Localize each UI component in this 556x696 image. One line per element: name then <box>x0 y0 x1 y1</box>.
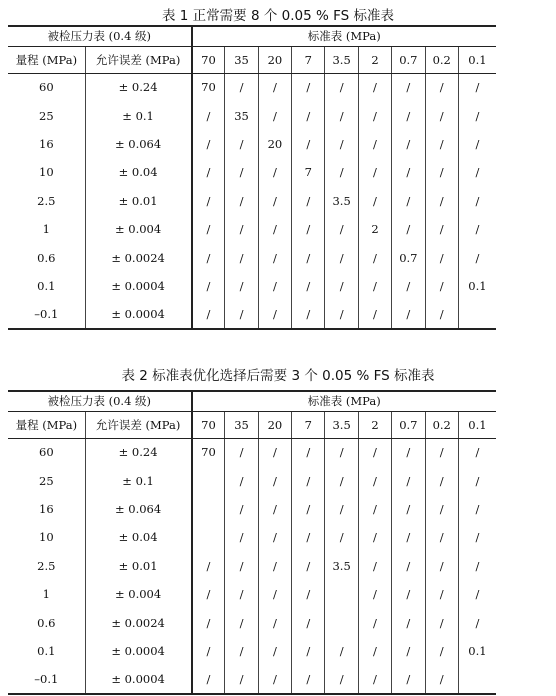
error-cell: ± 0.24 <box>85 438 191 466</box>
standard-cell: / <box>192 300 225 328</box>
standard-cell: / <box>225 130 258 158</box>
standard-cell: / <box>425 300 458 328</box>
standard-cell: / <box>292 300 325 328</box>
error-cell: ± 0.01 <box>85 187 191 215</box>
column-header-standard: 7 <box>292 46 325 73</box>
standard-cell: / <box>192 272 225 300</box>
standard-cell: / <box>425 637 458 665</box>
standard-cell: / <box>358 187 391 215</box>
group-header-gauge: 被检压力表 (0.4 级) <box>8 391 192 411</box>
range-cell: 0.1 <box>8 637 85 665</box>
error-cell: ± 0.1 <box>85 466 191 494</box>
error-cell: ± 0.0004 <box>85 272 191 300</box>
standard-cell <box>192 466 225 494</box>
standard-cell: / <box>425 73 458 101</box>
standard-cell: / <box>358 552 391 580</box>
table-row <box>8 187 496 215</box>
standard-cell: / <box>425 466 458 494</box>
range-cell: 1 <box>8 580 85 608</box>
standard-cell <box>458 665 496 693</box>
standard-cell: / <box>258 158 291 186</box>
standard-cell: / <box>392 523 425 551</box>
column-header-standard: 7 <box>292 411 325 438</box>
standard-cell: / <box>225 637 258 665</box>
error-cell: ± 0.24 <box>85 73 191 101</box>
standard-cell: / <box>292 272 325 300</box>
standard-cell: / <box>475 222 480 237</box>
standard-cell: / <box>325 300 358 328</box>
table1-title: 表 1 正常需要 8 个 0.05 % FS 标准表 <box>162 8 394 24</box>
column-header-standard: 35 <box>225 411 258 438</box>
standard-cell: / <box>358 158 391 186</box>
standard-cell: / <box>292 552 325 580</box>
standard-cell: 70 <box>192 438 225 466</box>
column-header-standard: 20 <box>258 411 291 438</box>
standard-cell: / <box>425 495 458 523</box>
table-row <box>8 215 496 243</box>
standard-cell: / <box>192 580 225 608</box>
range-cell: 25 <box>8 466 85 494</box>
range-cell: 2.5 <box>8 187 85 215</box>
standard-cell: / <box>292 215 325 243</box>
standard-cell: / <box>258 215 291 243</box>
group-header-standard: 标准表 (MPa) <box>192 391 496 411</box>
standard-cell: / <box>425 158 458 186</box>
standard-cell: / <box>475 250 480 265</box>
standard-cell: / <box>225 300 258 328</box>
standard-cell: / <box>292 665 325 693</box>
standard-cell: / <box>258 580 291 608</box>
standard-cell: / <box>392 580 425 608</box>
table2-title: 表 2 标准表优化选择后需要 3 个 0.05 % FS 标准表 <box>121 368 435 384</box>
standard-cell: / <box>392 73 425 101</box>
standard-cell: / <box>258 466 291 494</box>
standard-cell: / <box>475 108 480 123</box>
table-row <box>8 130 496 158</box>
error-cell: ± 0.04 <box>85 158 191 186</box>
standard-cell: / <box>425 552 458 580</box>
standard-cell: / <box>258 101 291 129</box>
standard-cell: 20 <box>258 130 291 158</box>
column-header-standard: 70 <box>192 411 225 438</box>
column-header-standard: 20 <box>258 46 291 73</box>
standard-cell: / <box>475 80 480 95</box>
standard-cell: / <box>225 187 258 215</box>
standard-cell: / <box>325 243 358 271</box>
standard-cell: / <box>425 608 458 636</box>
standard-cell: / <box>192 243 225 271</box>
standard-cell: / <box>358 243 391 271</box>
standard-cell: / <box>358 580 391 608</box>
standard-cell: / <box>425 665 458 693</box>
group-header-gauge: 被检压力表 (0.4 级) <box>8 26 192 46</box>
standard-cell: / <box>425 272 458 300</box>
standard-cell: / <box>358 300 391 328</box>
standard-cell: / <box>258 243 291 271</box>
table2 <box>8 390 496 695</box>
column-header-row <box>8 411 496 438</box>
standard-cell: 70 <box>192 73 225 101</box>
table-row <box>8 523 496 551</box>
standard-cell: / <box>425 523 458 551</box>
standard-cell: / <box>292 101 325 129</box>
range-cell: 10 <box>8 158 85 186</box>
standard-cell: / <box>425 580 458 608</box>
standard-cell: / <box>358 101 391 129</box>
standard-cell: / <box>358 495 391 523</box>
standard-cell: / <box>325 637 358 665</box>
table-row <box>8 608 496 636</box>
standard-cell: / <box>192 130 225 158</box>
standard-cell: / <box>292 466 325 494</box>
column-header-standard: 0.1 <box>458 46 496 73</box>
standard-cell: / <box>392 608 425 636</box>
standard-cell: / <box>475 136 480 151</box>
standard-cell: / <box>292 608 325 636</box>
standard-cell: / <box>192 608 225 636</box>
standard-cell: / <box>325 665 358 693</box>
table1 <box>8 25 496 330</box>
standard-cell: 0.1 <box>468 643 487 658</box>
error-cell: ± 0.01 <box>85 552 191 580</box>
standard-cell: / <box>475 558 480 573</box>
standard-cell: / <box>325 101 358 129</box>
range-cell: 16 <box>8 130 85 158</box>
standard-cell: / <box>292 243 325 271</box>
standard-cell: / <box>358 665 391 693</box>
range-cell: –0.1 <box>8 665 85 693</box>
table-row <box>8 158 496 186</box>
column-header-standard: 0.1 <box>458 411 496 438</box>
standard-cell: / <box>392 158 425 186</box>
table-row <box>8 495 496 523</box>
table-row <box>8 300 496 328</box>
standard-cell: / <box>392 130 425 158</box>
range-cell: 0.6 <box>8 243 85 271</box>
standard-cell: / <box>225 665 258 693</box>
column-header-standard: 2 <box>358 411 391 438</box>
standard-cell <box>458 300 496 328</box>
standard-cell: / <box>192 215 225 243</box>
standard-cell: / <box>325 466 358 494</box>
table-row <box>8 665 496 693</box>
standard-cell: / <box>225 523 258 551</box>
standard-cell: / <box>325 215 358 243</box>
standard-cell: / <box>425 101 458 129</box>
standard-cell: / <box>425 438 458 466</box>
standard-cell: / <box>325 523 358 551</box>
standard-cell: / <box>192 158 225 186</box>
standard-cell: / <box>325 438 358 466</box>
standard-cell: / <box>325 495 358 523</box>
standard-cell: 7 <box>292 158 325 186</box>
column-header-standard: 70 <box>192 46 225 73</box>
column-header-standard: 0.7 <box>392 411 425 438</box>
error-cell: ± 0.0004 <box>85 637 191 665</box>
group-header-row <box>8 26 496 46</box>
column-header-standard: 0.7 <box>392 46 425 73</box>
standard-cell: 0.7 <box>392 243 425 271</box>
standard-cell: / <box>475 193 480 208</box>
range-cell: 60 <box>8 438 85 466</box>
column-header-standard: 0.2 <box>425 46 458 73</box>
standard-cell: / <box>225 243 258 271</box>
standard-cell: / <box>192 101 225 129</box>
standard-cell: / <box>392 637 425 665</box>
error-cell: ± 0.0004 <box>85 665 191 693</box>
error-cell: ± 0.0004 <box>85 300 191 328</box>
standard-cell <box>325 608 358 636</box>
standard-cell: / <box>258 495 291 523</box>
standard-cell: / <box>258 187 291 215</box>
standard-cell: / <box>392 272 425 300</box>
standard-cell: / <box>358 608 391 636</box>
column-header-range: 量程 (MPa) <box>8 46 85 73</box>
standard-cell: 0.1 <box>468 278 487 293</box>
column-header-range: 量程 (MPa) <box>8 411 85 438</box>
standard-cell: / <box>192 637 225 665</box>
table-row <box>8 637 496 665</box>
standard-cell: 3.5 <box>325 552 358 580</box>
table-row <box>8 438 496 466</box>
standard-cell: / <box>358 73 391 101</box>
standard-cell: / <box>292 580 325 608</box>
standard-cell: / <box>258 300 291 328</box>
column-header-standard: 0.2 <box>425 411 458 438</box>
standard-cell: / <box>258 552 291 580</box>
standard-cell <box>325 580 358 608</box>
standard-cell <box>192 495 225 523</box>
standard-cell: / <box>292 187 325 215</box>
error-cell: ± 0.04 <box>85 523 191 551</box>
standard-cell: / <box>392 215 425 243</box>
standard-cell: / <box>358 130 391 158</box>
table-row <box>8 243 496 271</box>
standard-cell: / <box>392 552 425 580</box>
table-row <box>8 552 496 580</box>
standard-cell: / <box>475 530 480 545</box>
range-cell: 0.1 <box>8 272 85 300</box>
standard-cell: / <box>258 523 291 551</box>
standard-cell: / <box>358 438 391 466</box>
standard-cell: / <box>258 637 291 665</box>
range-cell: 10 <box>8 523 85 551</box>
range-cell: 2.5 <box>8 552 85 580</box>
error-cell: ± 0.0024 <box>85 608 191 636</box>
standard-cell: / <box>392 495 425 523</box>
error-cell: ± 0.004 <box>85 580 191 608</box>
standard-cell: / <box>475 587 480 602</box>
error-cell: ± 0.0024 <box>85 243 191 271</box>
standard-cell: / <box>192 665 225 693</box>
error-cell: ± 0.1 <box>85 101 191 129</box>
standard-cell: / <box>358 272 391 300</box>
standard-cell: / <box>258 272 291 300</box>
group-header-row <box>8 391 496 411</box>
standard-cell: / <box>225 215 258 243</box>
table-row <box>8 73 496 101</box>
range-cell: 60 <box>8 73 85 101</box>
standard-cell: / <box>475 615 480 630</box>
standard-cell: / <box>425 243 458 271</box>
standard-cell: / <box>225 608 258 636</box>
standard-cell: / <box>358 523 391 551</box>
range-cell: –0.1 <box>8 300 85 328</box>
standard-cell: / <box>225 73 258 101</box>
error-cell: ± 0.064 <box>85 130 191 158</box>
range-cell: 16 <box>8 495 85 523</box>
standard-cell: 2 <box>358 215 391 243</box>
standard-cell: / <box>225 438 258 466</box>
standard-cell: / <box>392 101 425 129</box>
standard-cell: / <box>225 495 258 523</box>
standard-cell: / <box>225 158 258 186</box>
standard-cell: / <box>358 466 391 494</box>
standard-cell: / <box>258 608 291 636</box>
standard-cell: / <box>475 165 480 180</box>
table-row <box>8 272 496 300</box>
standard-cell: / <box>192 552 225 580</box>
column-header-standard: 2 <box>358 46 391 73</box>
standard-cell: / <box>292 438 325 466</box>
standard-cell: / <box>258 73 291 101</box>
standard-cell: / <box>392 438 425 466</box>
column-header-standard: 3.5 <box>325 411 358 438</box>
standard-cell: / <box>325 272 358 300</box>
standard-cell: / <box>192 187 225 215</box>
standard-cell: / <box>258 438 291 466</box>
standard-cell: / <box>475 473 480 488</box>
standard-cell: / <box>392 466 425 494</box>
column-header-error: 允许误差 (MPa) <box>85 46 191 73</box>
standard-cell: / <box>225 272 258 300</box>
standard-cell: / <box>258 665 291 693</box>
standard-cell: / <box>292 130 325 158</box>
standard-cell: / <box>392 187 425 215</box>
standard-cell: / <box>325 158 358 186</box>
group-header-standard: 标准表 (MPa) <box>192 26 496 46</box>
standard-cell: / <box>392 300 425 328</box>
standard-cell: / <box>225 552 258 580</box>
column-header-standard: 3.5 <box>325 46 358 73</box>
standard-cell: / <box>425 130 458 158</box>
standard-cell <box>192 523 225 551</box>
table-row <box>8 101 496 129</box>
standard-cell: / <box>358 637 391 665</box>
column-header-error: 允许误差 (MPa) <box>85 411 191 438</box>
table-row <box>8 466 496 494</box>
column-header-standard: 35 <box>225 46 258 73</box>
standard-cell: / <box>325 73 358 101</box>
standard-cell: / <box>325 130 358 158</box>
standard-cell: / <box>425 215 458 243</box>
standard-cell: / <box>292 73 325 101</box>
error-cell: ± 0.004 <box>85 215 191 243</box>
standard-cell: / <box>225 580 258 608</box>
range-cell: 0.6 <box>8 608 85 636</box>
standard-cell: / <box>225 466 258 494</box>
standard-cell: 35 <box>225 101 258 129</box>
range-cell: 1 <box>8 215 85 243</box>
standard-cell: / <box>292 523 325 551</box>
standard-cell: / <box>292 495 325 523</box>
standard-cell: 3.5 <box>325 187 358 215</box>
column-header-row <box>8 46 496 73</box>
range-cell: 25 <box>8 101 85 129</box>
standard-cell: / <box>392 665 425 693</box>
standard-cell: / <box>475 501 480 516</box>
table-row <box>8 580 496 608</box>
standard-cell: / <box>425 187 458 215</box>
error-cell: ± 0.064 <box>85 495 191 523</box>
standard-cell: / <box>292 637 325 665</box>
standard-cell: / <box>475 445 480 460</box>
